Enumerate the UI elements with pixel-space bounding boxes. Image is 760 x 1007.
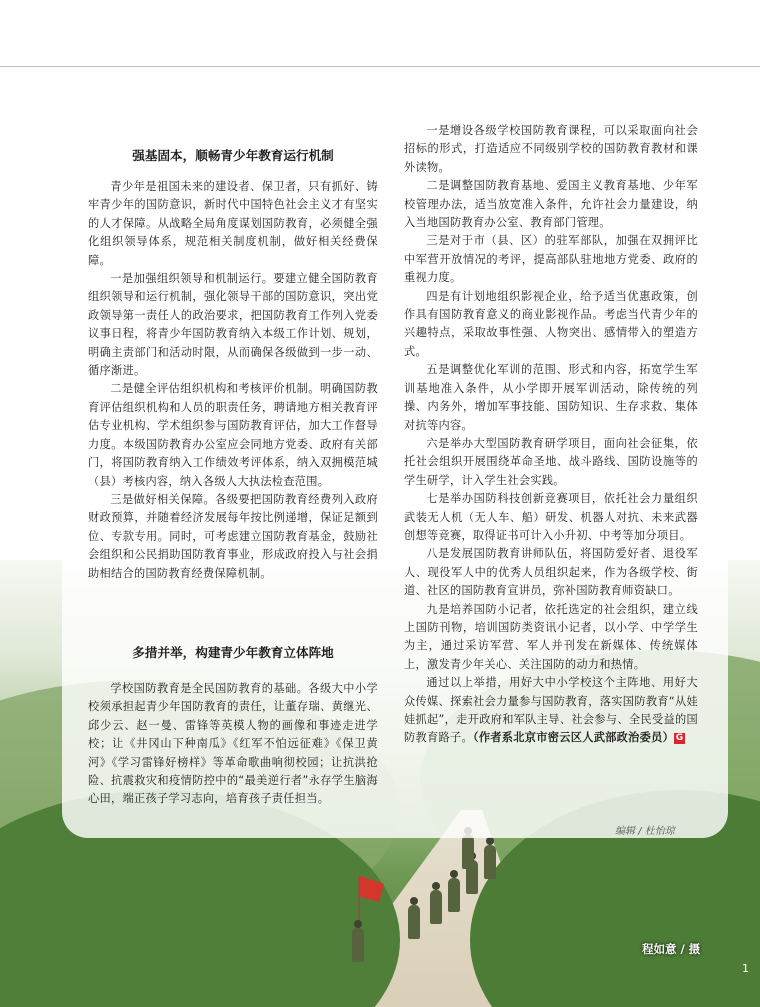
marcher-figure [352,928,364,962]
paragraph: 八是发展国防教育讲师队伍，将国防爱好者、退役军人、现役军人中的优秀人员组织起来，作为各级学校、街道、社区的国防教育宣讲员，弥补国防教育师资缺口。 [404,547,698,598]
marcher-figure [408,905,420,939]
paragraph: 二是健全评估组织机构和考核评价机制。明确国防教育评估组织机构和人员的职责任务，聘请地方相关教育评估专业机构、学术组织参与国防教育评估，加大工作督导力度。本级国防教育办公室应会同地方党委、政府有关部门，将国防教育纳入工作绩效考评体系，纳入双拥模范城（县）考核内容，纳入各级人大执法检查范围。 [88,382,378,488]
marcher-figure [462,835,474,869]
closing-text: 通过以上举措，用好大中小学校这个主阵地、用好大众传媒、探索社会力量参与国防教育，落实国防教育“从娃娃抓起”，走开政府和军队主导、社会参与、全民受益的国防教育路子。 [404,676,698,745]
photo-credit: 程如意 / 摄 [642,942,701,956]
right-column [404,122,698,748]
paragraph: 一是增设各级学校国防教育课程，可以采取面向社会招标的形式，打造适应不同级别学校的国防教育教材和课外读物。 [404,124,698,174]
paragraph: 三是对于市（县、区）的驻军部队，加强在双拥评比中军营开放情况的考评，提高部队驻地地方党委、政府的重视力度。 [404,234,698,285]
marcher-figure [430,890,442,924]
end-mark-icon: G [675,732,684,743]
paragraph: 青少年是祖国未来的建设者、保卫者，只有抓好、铸牢青少年的国防意识，新时代中国特色社会主义才有坚实的人才保障。从战略全局角度谋划国防教育，必须健全强化组织领导体系，规范相关制度机制，做好相关经费保障。 [88,180,378,267]
paragraph: 六是举办大型国防教育研学项目，面向社会征集，依托社会组织开展围绕革命圣地、战斗路线、国防设施等的学生研学，计入学生社会实践。 [404,436,698,487]
paragraph: 一是加强组织领导和机制运行。要建立健全国防教育组织领导和运行机制，强化领导干部的国防意识，突出党政领导第一责任人的政治要求，把国防教育工作列入党委议事日程，将青少年国防教育纳入本级工作计划、规划，明确主责部门和活动时限，从而确保各级做到一步一动、循序渐进。 [88,272,378,378]
paragraph: 三是做好相关保障。各级要把国防教育经费列入政府财政预算，并随着经济发展每年按比例递增，保证足额到位、专款专用。同时，可考虑建立国防教育基金，鼓励社会组织和公民捐助国防教育事业，形成政府投入与社会捐助相结合的国防教育经费保障机制。 [88,492,378,580]
closing-paragraph [404,674,698,748]
paragraph: 七是举办国防科技创新竞赛项目，依托社会力量组织武装无人机（无人车、船）研发、机器人对抗、未来武器创想等竞赛，取得证书可计入小升初、中考等加分项目。 [404,492,698,542]
section-heading-1: 强基固本，顺畅青少年教育运行机制 [132,148,334,163]
paragraph: 四是有计划地组织影视企业，给予适当优惠政策，创作具有国防教育意义的商业影视作品。考虑当代青少年的兴趣特点，采取故事性强、人物突出、感情带入的塑造方式。 [404,289,698,358]
marcher-figure [484,845,496,879]
top-rule [0,66,760,67]
section-heading-2: 多措并举，构建青少年教育立体阵地 [132,645,334,660]
paragraph: 五是调整优化军训的范围、形式和内容，拓宽学生军训基地准入条件，从小学即开展军训活动，除传统的列操、内务外，增加军事技能、国防知识、生存求救、集体对抗等内容。 [404,363,698,432]
paragraph: 二是调整国防教育基地、爱国主义教育基地、少年军校管理办法，适当放宽准入条件，允许社会力量建设，纳入当地国防教育办公室、教育部门管理。 [404,179,698,230]
paragraph: 学校国防教育是全民国防教育的基础。各级大中小学校须承担起青少年国防教育的责任，让董存瑞、黄继光、邱少云、赵一曼、雷锋等英模人物的画像和事迹走进学校；让《井冈山下种南瓜》《红军不怕远征难》《保卫黄河》《学习雷锋好榜样》等革命歌曲响彻校园；让抗洪抢险、抗震救灾和疫情防控中的“最美逆行者”永存学生脑海心田，端正孩子学习志向，培育孩子责任担当。 [88,682,378,806]
left-column-lower [88,680,378,809]
left-column [88,178,378,583]
page-number: 1 [742,962,749,975]
editor-credit: 编辑 / 杜怡琼 [615,826,675,837]
paragraph: 九是培养国防小记者，依托选定的社会组织，建立线上国防刊物，培训国防类资讯小记者，以小学、中学学生为主，通过采访军营、军人并刊发在新媒体、传统媒体上，激发青少年关心、关注国防的动力和热情。 [404,602,698,671]
author-note: （作者系北京市密云区人武部政治委员） [472,731,675,745]
marcher-figure [448,878,460,912]
